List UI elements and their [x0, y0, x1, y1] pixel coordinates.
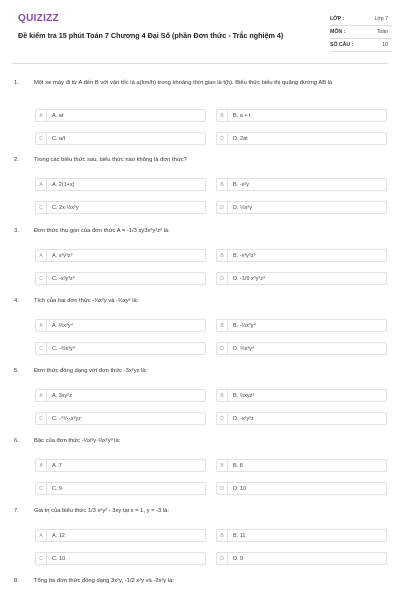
question-1	[12, 79, 392, 142]
question-number: 1.	[14, 80, 19, 86]
question-8	[12, 577, 392, 585]
option-letter: C	[36, 202, 47, 213]
question-number: 8.	[14, 578, 19, 584]
question-number: 7.	[14, 508, 19, 514]
option-letter: A	[36, 530, 47, 541]
option-text: B. -x²y	[233, 181, 249, 188]
option-text: C. 9	[52, 485, 63, 492]
option-letter: B	[217, 390, 228, 401]
meta-subject-key: MÔN :	[330, 29, 346, 35]
quiz-title: Đề kiểm tra 15 phút Toán 7 Chương 4 Đại Số (phần Đơn thức - Trắc nghiệm 4)	[18, 31, 284, 40]
question-text: Tổng ba đơn thức đồng dạng 3x²y, -1/2 x²y và -2x²y là:	[34, 578, 175, 584]
meta-count-key: SỐ CÂU :	[330, 42, 354, 48]
option-letter: B	[217, 530, 228, 541]
answer-option-b[interactable]	[216, 319, 387, 332]
answer-option-b[interactable]	[216, 529, 387, 542]
question-header	[12, 367, 392, 375]
question-text: Tích của hai đơn thức -⅓x²y và -⅔xy³ là:	[34, 298, 139, 304]
question-3	[12, 227, 392, 282]
option-letter: A	[36, 460, 47, 471]
logo: QUIZIZZ	[18, 13, 59, 24]
answer-option-c[interactable]	[35, 201, 206, 214]
option-letter: B	[217, 250, 228, 261]
option-text: C. -⅔x³y⁴	[52, 345, 76, 352]
answer-option-d[interactable]	[216, 482, 387, 495]
question-6	[12, 437, 392, 492]
option-text: A. 2(1+x)	[52, 181, 75, 188]
question-header	[12, 507, 392, 515]
answer-option-d[interactable]	[216, 412, 387, 425]
option-text: B. 11	[233, 532, 246, 539]
question-4	[12, 297, 392, 352]
question-number: 2.	[14, 157, 19, 163]
question-header	[12, 577, 392, 585]
option-text: D. ⅔x³y⁴	[233, 345, 255, 352]
option-letter: D	[217, 413, 228, 424]
option-letter: A	[36, 110, 47, 121]
option-letter: A	[36, 250, 47, 261]
option-letter: C	[36, 273, 47, 284]
question-number: 4.	[14, 298, 19, 304]
meta-subject-row	[330, 26, 392, 39]
question-header	[12, 227, 392, 235]
meta-count-row	[330, 39, 392, 52]
option-letter: D	[217, 133, 228, 144]
option-letter: C	[36, 343, 47, 354]
option-text: A. ⅔x³y⁴	[52, 322, 74, 329]
answer-option-d[interactable]	[216, 132, 387, 145]
answer-option-d[interactable]	[216, 552, 387, 565]
option-text: D. 2at	[233, 135, 248, 142]
answer-option-a[interactable]	[35, 109, 206, 122]
answer-option-b[interactable]	[216, 389, 387, 402]
option-text: A. 3xy²z	[52, 392, 72, 399]
option-text: D. 9	[233, 555, 244, 562]
answer-option-b[interactable]	[216, 178, 387, 191]
question-text: Trong các biểu thức sau, biểu thức nào không là đơn thức?	[34, 157, 187, 163]
answer-option-b[interactable]	[216, 249, 387, 262]
meta-class-row	[330, 13, 392, 26]
option-text: D. ⅓x²y	[233, 204, 252, 211]
answer-option-b[interactable]	[216, 459, 387, 472]
option-text: B. -⅔x³y⁴	[233, 322, 256, 329]
option-letter: D	[217, 553, 228, 564]
answer-option-c[interactable]	[35, 412, 206, 425]
answer-option-c[interactable]	[35, 482, 206, 495]
option-letter: C	[36, 483, 47, 494]
option-letter: C	[36, 413, 47, 424]
answer-option-c[interactable]	[35, 272, 206, 285]
option-letter: B	[217, 320, 228, 331]
answer-option-c[interactable]	[35, 552, 206, 565]
answer-option-a[interactable]	[35, 319, 206, 332]
option-letter: A	[36, 320, 47, 331]
question-text: Giá trị của biểu thức 1/3 x²y² - 3xy tại x = 1, y = -3 là:	[34, 508, 170, 514]
quiz-meta	[330, 13, 392, 52]
option-text: C. 10	[52, 555, 66, 562]
question-5	[12, 367, 392, 422]
header-divider	[12, 63, 388, 64]
answer-option-d[interactable]	[216, 201, 387, 214]
question-2	[12, 156, 392, 211]
option-letter: D	[217, 273, 228, 284]
option-text: D. -1/9 x³y³z³	[233, 275, 265, 282]
option-text: C. a/t	[52, 135, 66, 142]
option-text: D. -x²y²z	[233, 415, 254, 422]
question-header	[12, 156, 392, 164]
option-letter: A	[36, 390, 47, 401]
meta-count-value: 10	[382, 42, 388, 48]
option-text: B. ⅔xyz²	[233, 392, 255, 399]
meta-class-value: Lớp 7	[374, 16, 388, 22]
answer-option-a[interactable]	[35, 389, 206, 402]
answer-option-a[interactable]	[35, 459, 206, 472]
option-letter: D	[217, 343, 228, 354]
answer-option-a[interactable]	[35, 249, 206, 262]
option-text: A. 7	[52, 462, 62, 469]
question-header	[12, 437, 392, 445]
option-letter: D	[217, 483, 228, 494]
option-text: A. x³y³z³	[52, 252, 73, 259]
question-7	[12, 507, 392, 562]
question-header	[12, 79, 392, 87]
question-text: Đơn thức thu gọn của đơn thức A = -1/3 xy3x²y²z³ là:	[34, 228, 170, 234]
option-text: A. 12	[52, 532, 65, 539]
meta-subject-value: Toán	[376, 29, 388, 35]
answer-option-d[interactable]	[216, 342, 387, 355]
question-text: Đơn thức đồng dạng với đơn thức -3x²yz là:	[34, 368, 148, 374]
question-number: 6.	[14, 438, 19, 444]
question-number: 5.	[14, 368, 19, 374]
option-letter: D	[217, 202, 228, 213]
question-text: Một xe máy đi từ A đến B với vận tốc là a(km/h) trong khoảng thời gian là t(h). Biểu thức biểu thị quãng đường AB là	[34, 80, 333, 86]
question-number: 3.	[14, 228, 19, 234]
option-text: D. 10	[233, 485, 247, 492]
answer-option-d[interactable]	[216, 272, 387, 285]
option-text: C. 2x·½x²y	[52, 204, 79, 211]
option-text: B. -x³y³z³	[233, 252, 256, 259]
question-header	[12, 297, 392, 305]
answer-option-c[interactable]	[35, 342, 206, 355]
option-letter: A	[36, 179, 47, 190]
option-letter: C	[36, 133, 47, 144]
option-text: C. -⁴⁹⁄₅₅x²yz	[52, 415, 82, 422]
question-text: Bậc của đơn thức -⅓x²y·⅔x²y³ là:	[34, 438, 121, 444]
answer-option-c[interactable]	[35, 132, 206, 145]
answer-option-b[interactable]	[216, 109, 387, 122]
option-letter: B	[217, 460, 228, 471]
answer-option-a[interactable]	[35, 529, 206, 542]
option-letter: B	[217, 110, 228, 121]
option-text: C. -x³y³z³	[52, 275, 75, 282]
option-text: B. 8	[233, 462, 243, 469]
meta-class-key: LỚP :	[330, 16, 345, 22]
option-letter: B	[217, 179, 228, 190]
option-text: A. at	[52, 112, 64, 119]
option-letter: C	[36, 553, 47, 564]
option-text: B. a + t	[233, 112, 251, 119]
answer-option-a[interactable]	[35, 178, 206, 191]
